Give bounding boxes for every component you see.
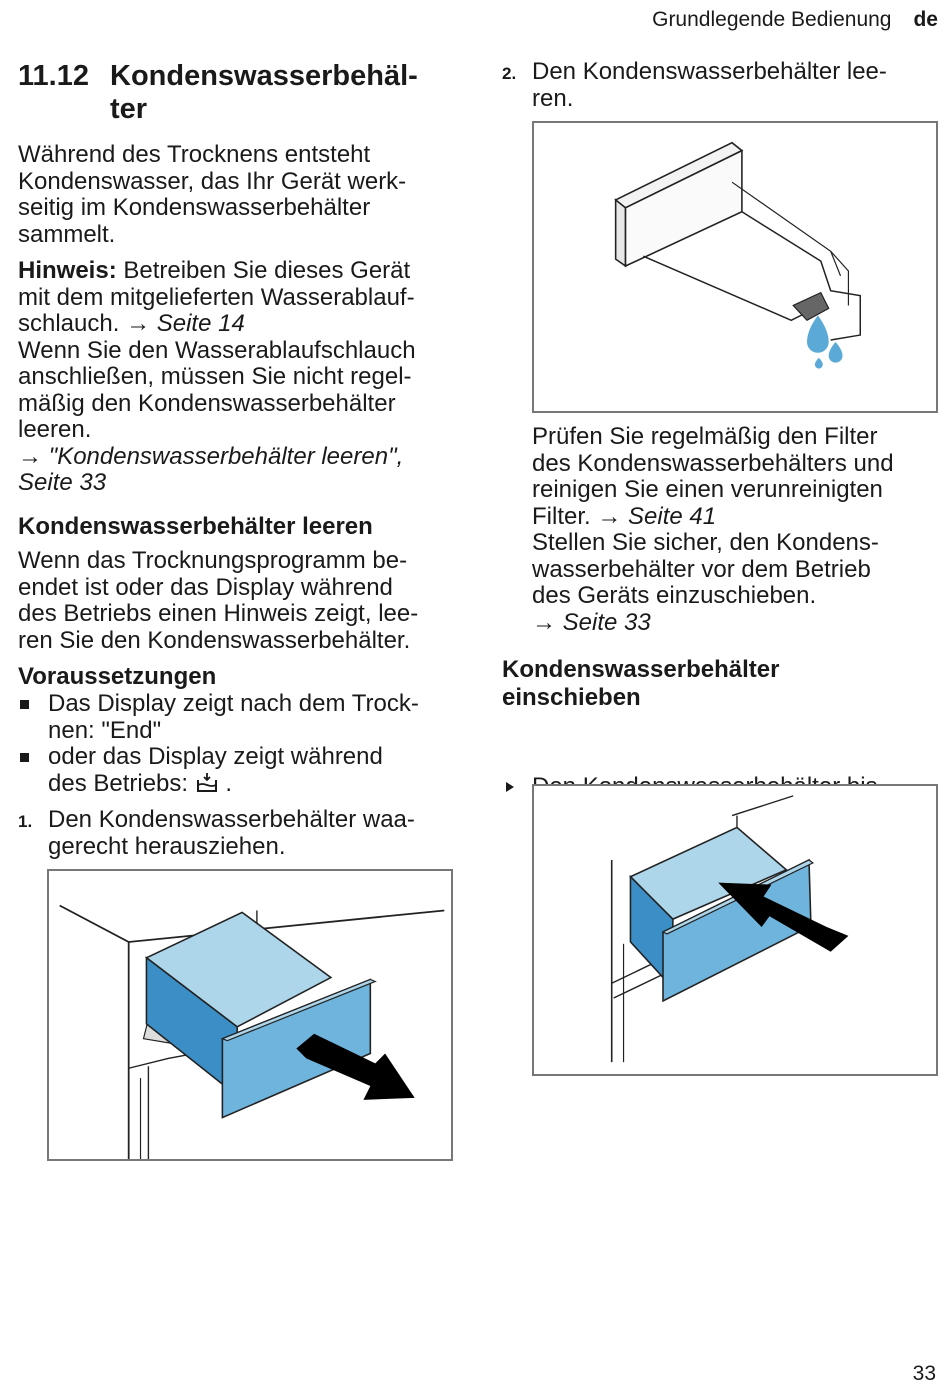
step-text: Den Kondenswasserbehälter waa- <box>48 806 415 833</box>
note-text: mit dem mitgelieferten Wasserablauf- <box>18 283 415 311</box>
body-line: wasserbehälter vor dem Betrieb <box>532 555 871 583</box>
note-text: mäßig den Kondenswasserbehälter <box>18 389 396 417</box>
list-item-text: oder das Display zeigt während <box>48 743 383 770</box>
page-reference-link[interactable]: → Seite 33 <box>532 608 651 636</box>
note-text: anschließen, müssen Sie nicht regel- <box>18 363 412 390</box>
insert-heading <box>502 656 779 712</box>
insert-heading-line: Kondenswasserbehälter <box>502 656 780 683</box>
section-number: 11.12 <box>18 60 89 92</box>
section-title-line2: ter <box>110 93 148 125</box>
body-line: Wenn das Trocknungsprogramm be- <box>18 547 408 574</box>
page-number: 33 <box>912 1362 936 1385</box>
list-item <box>18 691 458 744</box>
tank-full-icon <box>195 772 219 801</box>
step-text: gerecht herausziehen. <box>48 832 286 860</box>
body-line: des Geräts einzuschieben. <box>532 582 817 609</box>
list-item-text: Das Display zeigt nach dem Trock- <box>48 690 419 717</box>
left-column <box>18 0 458 860</box>
note-label: Hinweis: <box>18 257 117 284</box>
intro-line: Während des Trocknens entsteht <box>18 141 371 168</box>
body-line: reinigen Sie einen verunreinigten <box>532 476 883 503</box>
prerequisites-list <box>18 691 458 800</box>
list-item-text: . <box>218 769 233 797</box>
language-code: de <box>913 8 938 31</box>
intro-line: seitig im Kondenswasserbehälter <box>18 194 371 221</box>
body-line: Stellen Sie sicher, den Kondens- <box>532 529 879 556</box>
cross-reference-page[interactable]: Seite 33 <box>18 469 107 496</box>
figure-insert-tank <box>532 784 938 1076</box>
note-text: Betreiben Sie dieses Gerät <box>116 257 411 284</box>
body-line: Prüfen Sie regelmäßig den Filter <box>532 423 878 450</box>
list-item-text: des Betriebs: <box>48 769 195 797</box>
cross-reference-link[interactable]: → "Kondenswasserbehälter leeren", <box>18 442 404 470</box>
note-paragraph <box>18 258 458 497</box>
body-line: des Betriebs einen Hinweis zeigt, lee- <box>18 600 419 627</box>
empty-heading: Kondenswasserbehälter leeren <box>18 513 373 540</box>
note-text: Wenn Sie den Wasserablaufschlauch <box>18 336 416 364</box>
filter-paragraph <box>532 424 894 636</box>
intro-line: sammelt. <box>18 220 116 248</box>
insert-heading-line: einschieben <box>502 684 641 711</box>
intro-paragraph <box>18 142 406 248</box>
intro-line: Kondenswasser, das Ihr Gerät werk- <box>18 167 407 195</box>
body-line: Filter. <box>532 502 598 530</box>
step-text: Den Kondenswasserbehälter lee- <box>532 58 887 85</box>
body-line: endet ist oder das Display während <box>18 573 393 601</box>
note-text: leeren. <box>18 416 92 443</box>
step-number: 2. <box>502 64 517 83</box>
section-title-line1: Kondenswasserbehäl- <box>110 60 418 92</box>
empty-paragraph <box>18 548 418 654</box>
figure-pull-out-tank <box>47 869 453 1161</box>
step-2 <box>502 59 950 112</box>
step-1 <box>18 807 468 860</box>
list-item <box>18 744 458 800</box>
page-reference-link[interactable]: → Seite 41 <box>597 502 717 530</box>
prerequisites-heading: Voraussetzungen <box>18 663 217 690</box>
page-reference-link[interactable]: → Seite 14 <box>126 310 245 337</box>
figure-empty-tank <box>532 121 938 413</box>
step-number: 1. <box>18 812 33 831</box>
step-text: ren. <box>532 84 574 112</box>
note-text: schlauch. <box>18 310 127 337</box>
chapter-title: Grundlegende Bedienung <box>652 8 892 31</box>
right-column <box>502 0 942 711</box>
body-line: des Kondenswasserbehälters und <box>532 449 894 477</box>
body-line: ren Sie den Kondenswasserbehälter. <box>18 626 411 654</box>
section-title <box>18 60 458 126</box>
list-item-text: nen: "End" <box>48 716 162 744</box>
